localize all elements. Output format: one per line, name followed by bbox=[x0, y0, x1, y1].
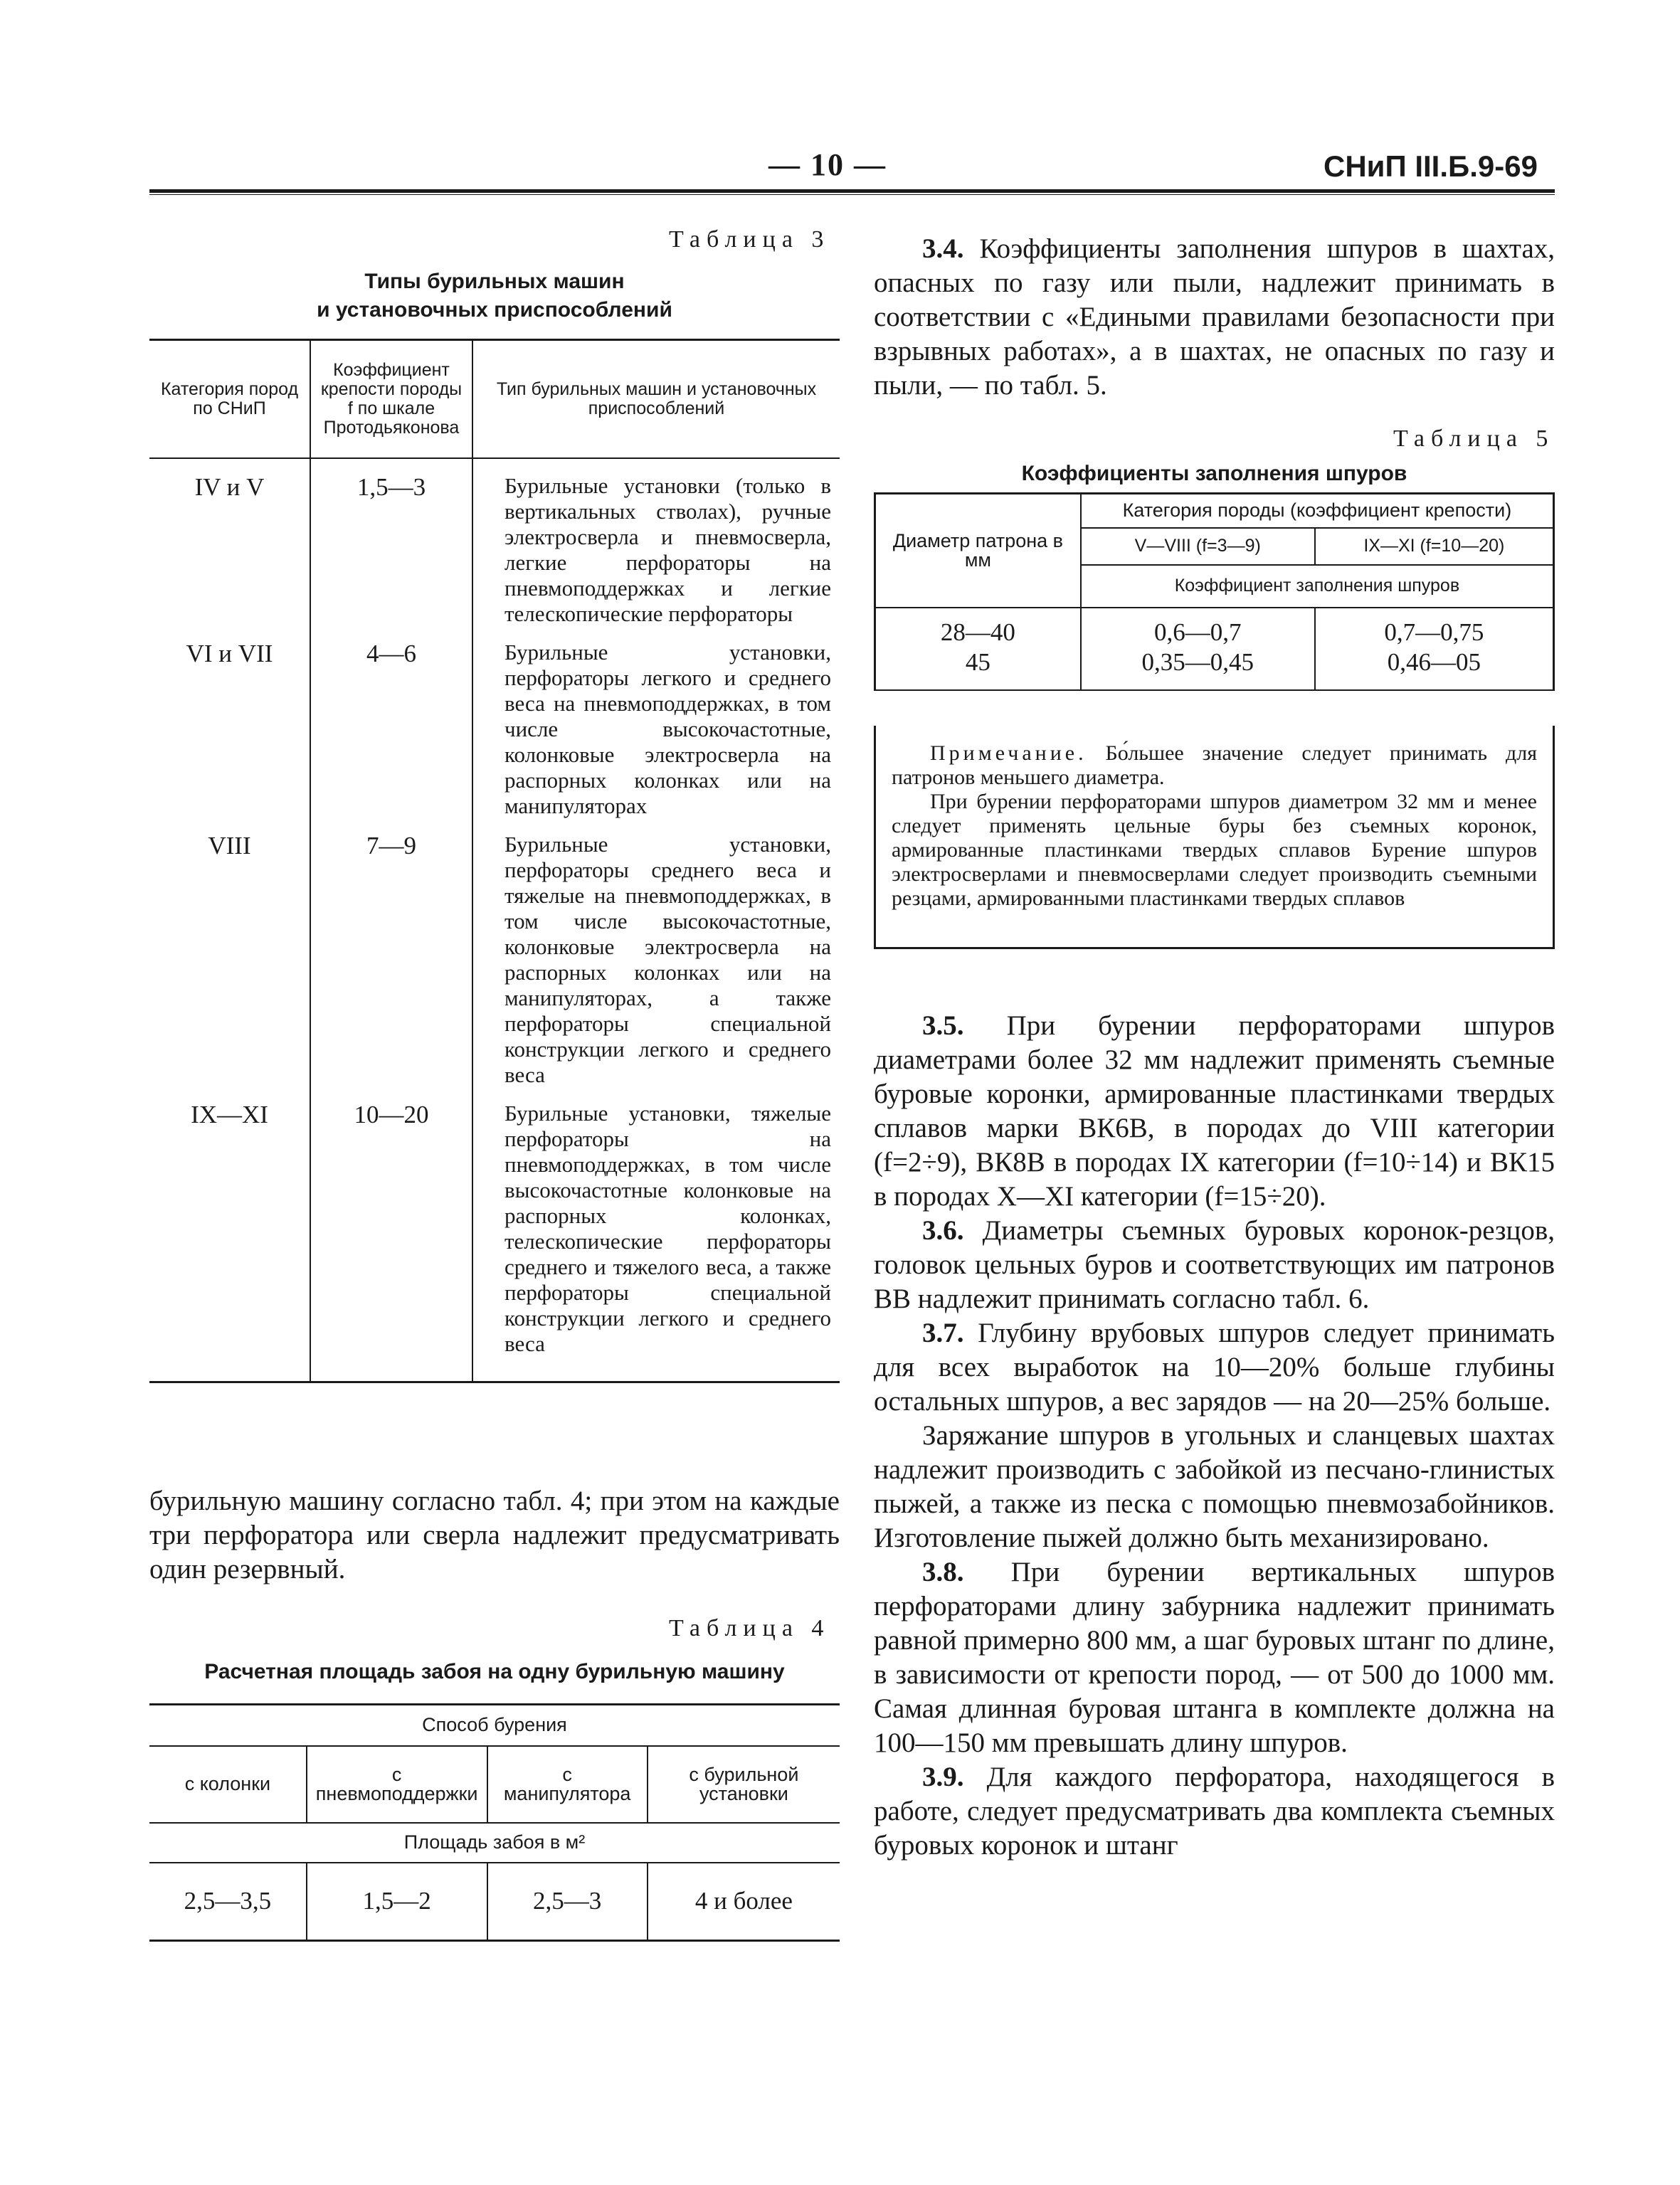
table4-title: Расчетная площадь забоя на одну бурильную машину bbox=[204, 1660, 785, 1683]
paragraph-number: 3.8. bbox=[922, 1557, 964, 1587]
table3 bbox=[149, 339, 840, 1383]
table3-type: Бурильные установки (только в вертикальных стволах), ручные электросверла и пневмосверла, легкие перфораторы на пневмоподдержках и легкие телескопические перфораторы bbox=[504, 472, 831, 626]
table4-group-row bbox=[149, 1705, 840, 1746]
paragraph-3-5 bbox=[874, 1009, 1555, 1214]
note-text: Бо́льшее значение следует принимать для патронов меньшего диаметра. bbox=[892, 741, 1537, 789]
paragraph-number: 3.6. bbox=[922, 1215, 964, 1246]
table4-value: 2,5—3,5 bbox=[149, 1863, 307, 1941]
table4-value: 1,5—2 bbox=[307, 1863, 487, 1941]
table5-diameter: 45 bbox=[875, 647, 1081, 690]
table-row bbox=[149, 637, 840, 829]
paragraph-number: 3.9. bbox=[922, 1762, 964, 1792]
table5-subheader: IX—XI (f=10—20) bbox=[1363, 536, 1505, 556]
table5-group-header: Категория породы (коэффициент крепости) bbox=[1122, 499, 1512, 522]
table3-category: IV и V bbox=[149, 458, 310, 637]
table3-header-type: Тип бурильных машин и установочных приспособлений bbox=[496, 379, 817, 418]
paragraph-text: При бурении вертикальных шпуров перфораторами длину забурника надлежит принимать равной примерно 800 мм, а шаг буровых штанг по длине, в зависимости от крепости пород, — от 500 до 1000 мм. Самая длинная буровая штанга в комплекте должна на 100—150 мм превышать длину шпуров. bbox=[874, 1557, 1555, 1758]
paragraph-charging: Заряжание шпуров в угольных и сланцевых шахтах надлежит производить с забойкой из песчано-глинистых пыжей, а также из песка с помощью пневмозабойников. Изготовление пыжей должно быть механизировано. bbox=[874, 1420, 1555, 1553]
table3-header-category: Категория пород по СНиП bbox=[149, 340, 310, 458]
table5-value: 0,6—0,7 bbox=[1081, 608, 1315, 647]
paragraph-number: 3.4. bbox=[922, 233, 964, 264]
table5-value: 0,7—0,75 bbox=[1384, 618, 1484, 646]
table3-type: Бурильные установки, перфораторы легкого и среднего веса на пневмоподдержках, в том числе высокочастотные, колонковые электросверла на распорных колонках или на манипуляторах bbox=[504, 639, 831, 818]
right-column-body bbox=[874, 1009, 1555, 1863]
paragraph-3-8 bbox=[874, 1555, 1555, 1760]
table-row bbox=[875, 647, 1554, 690]
table3-type: Бурильные установки, перфораторы среднего веса и тяжелые на пневмоподдержках, в том числе высокочастотные, колонковые электросверла на распорных колонках или на манипуляторах, а также перфораторы специальной конструкции легкого и среднего веса bbox=[504, 831, 831, 1087]
table-row bbox=[149, 458, 840, 637]
paragraph-number: 3.7. bbox=[922, 1318, 964, 1348]
table5-note-1 bbox=[892, 741, 1537, 790]
paragraph-3-9 bbox=[874, 1760, 1555, 1863]
table3-coef: 1,5—3 bbox=[310, 458, 472, 637]
header-rule bbox=[149, 189, 1555, 193]
paragraph-text: Диаметры съемных буровых коронок-резцов, головок цельных буров и соответствующих им патронов ВВ надлежит принимать согласно табл. 6. bbox=[874, 1215, 1555, 1314]
table3-coef: 7—9 bbox=[310, 829, 472, 1098]
table-row bbox=[875, 608, 1554, 647]
table5-value: 0,35—0,45 bbox=[1081, 647, 1315, 690]
document-code: СНиП III.Б.9-69 bbox=[1324, 149, 1538, 183]
table5-note bbox=[874, 726, 1555, 949]
table3-title-line1: Типы бурильных машин bbox=[364, 270, 625, 293]
table4-value: 2,5—3 bbox=[487, 1863, 648, 1941]
table3-caption: Таблица 3 bbox=[669, 226, 830, 253]
table-row bbox=[149, 1098, 840, 1382]
paragraph-number: 3.5. bbox=[922, 1010, 964, 1041]
table5-diameter: 28—40 bbox=[875, 608, 1081, 647]
left-paragraph-text: бурильную машину согласно табл. 4; при этом на каждые три перфоратора или сверла надлежит предусматривать один резервный. bbox=[149, 1486, 840, 1584]
table4-header-pneumo: с пневмоподдержки bbox=[307, 1746, 487, 1823]
table-row bbox=[149, 1863, 840, 1941]
paragraph-3-7 bbox=[874, 1316, 1555, 1419]
table5-note-2: При бурении перфораторами шпуров диаметром 32 мм и менее следует применять цельные буры без съемных коронок, армированные пластинками твердых сплавов Бурение шпуров электросверлами и пневмосверлами следует производить съемными резцами, армированными пластинками твердых сплавов bbox=[892, 790, 1537, 910]
note-label: Примечание. bbox=[930, 741, 1087, 765]
paragraph-text: При бурении перфораторами шпуров диаметрами более 32 мм надлежит применять съемные буровые коронки, армированные пластинками твердых сплавов марки ВК6В, в породах до VIII категории (f=2÷9), ВК8В в породах IX категории (f=10÷14) и ВК15 в породах X—XI категории (f=15÷20). bbox=[874, 1010, 1555, 1212]
table5-group-row bbox=[875, 494, 1554, 528]
table3-category: IX—XI bbox=[149, 1098, 310, 1382]
table4-value: 4 и более bbox=[694, 1887, 793, 1915]
header-rule-thin bbox=[149, 194, 1555, 195]
left-paragraph bbox=[149, 1484, 840, 1587]
table3-category: VIII bbox=[149, 829, 310, 1098]
table4-unit-row bbox=[149, 1823, 840, 1863]
table3-type: Бурильные установки, тяжелые перфораторы на пневмоподдержках, в том числе высокочастотные колонковые на распорных колонках, телескопические перфораторы среднего и тяжелого веса, а также перфораторы специальной конструкции легкого и среднего веса bbox=[504, 1100, 831, 1356]
table4-unit-header: Площадь забоя в м² bbox=[403, 1831, 586, 1853]
table5-value: 0,46—05 bbox=[1387, 647, 1481, 676]
table3-title-line2: и установочных приспособлений bbox=[317, 298, 672, 322]
table4-header-drill-rig: с бурильной установки bbox=[689, 1763, 799, 1804]
table5-subheader: V—VIII (f=3—9) bbox=[1081, 528, 1315, 565]
table3-coef: 10—20 bbox=[310, 1098, 472, 1382]
table3-title bbox=[149, 268, 840, 324]
paragraph-3-6 bbox=[874, 1214, 1555, 1316]
table4-caption: Таблица 4 bbox=[669, 1615, 830, 1641]
table4-group-header: Способ бурения bbox=[422, 1714, 567, 1736]
table3-coef: 4—6 bbox=[310, 637, 472, 829]
table3-header-row bbox=[149, 340, 840, 458]
table4-header-manipulator: с манипулятора bbox=[487, 1746, 648, 1823]
paragraph-text: Для каждого перфоратора, находящегося в работе, следует предусматривать два комплекта съемных буровых коронок и штанг bbox=[874, 1762, 1555, 1861]
table5-title: Коэффициенты заполнения шпуров bbox=[1021, 462, 1407, 485]
table3-category: VI и VII bbox=[149, 637, 310, 829]
table5 bbox=[874, 492, 1555, 691]
paragraph-text: Глубину врубовых шпуров следует принимать для всех выработок на 10—20% больше глубины остальных шпуров, а вес зарядов — на 20—25% больше. bbox=[874, 1318, 1555, 1417]
table5-header-diameter: Диаметр патрона в мм bbox=[875, 494, 1081, 608]
table4-header-row bbox=[149, 1746, 840, 1823]
paragraph-text: Коэффициенты заполнения шпуров в шахтах, опасных по газу или пыли, надлежит принимать в соответствии с «Едиными правилами безопасности при взрывных работах», а в шахтах, не опасных по газу и пыли, — по табл. 5. bbox=[874, 233, 1555, 401]
paragraph-3-4 bbox=[874, 232, 1555, 403]
table5-unit-header: Коэффициент заполнения шпуров bbox=[1174, 576, 1460, 596]
table3-header-coef: Коэффициент крепости породы f по шкале Протодьяконова bbox=[310, 340, 472, 458]
page-number: — 10 — bbox=[768, 147, 887, 182]
table-row bbox=[149, 829, 840, 1098]
table5-caption: Таблица 5 bbox=[1393, 425, 1555, 452]
table4-header-column: с колонки bbox=[149, 1746, 307, 1823]
table4 bbox=[149, 1703, 840, 1942]
